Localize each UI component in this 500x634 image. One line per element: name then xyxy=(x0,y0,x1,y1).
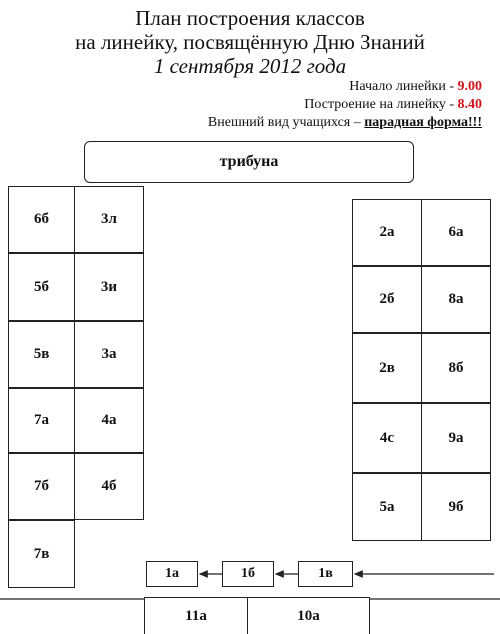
dress-code-value: парадная форма!!! xyxy=(364,115,482,130)
start-time-value: 9.00 xyxy=(457,79,482,94)
class-cell: 6а xyxy=(421,199,491,266)
class-cell: 4с xyxy=(352,403,422,473)
class-cell: 5б xyxy=(8,253,75,321)
tribune-box: трибуна xyxy=(84,141,414,183)
lineup-time-label: Построение на линейку - xyxy=(304,97,458,112)
class-cell: 7а xyxy=(8,388,75,453)
dress-code-label: Внешний вид учащихся – xyxy=(207,115,365,130)
title-line-2: на линейку, посвящённую Дню Знаний xyxy=(75,30,425,54)
class-cell: 7б xyxy=(8,453,75,520)
class-cell: 4а xyxy=(74,388,144,453)
class-cell: 11а xyxy=(144,597,248,634)
class-cell: 5в xyxy=(8,321,75,388)
class-cell: 8б xyxy=(421,333,491,403)
class-cell: 6б xyxy=(8,186,75,253)
class-cell: 1в xyxy=(298,561,353,587)
class-cell: 7в xyxy=(8,520,75,588)
class-cell: 10а xyxy=(247,597,370,634)
start-time-label: Начало линейки - xyxy=(349,79,458,94)
class-cell: 2б xyxy=(352,266,422,333)
title-line-1: План построения классов xyxy=(135,6,365,30)
class-cell: 3и xyxy=(74,253,144,321)
class-cell: 2в xyxy=(352,333,422,403)
class-cell: 8а xyxy=(421,266,491,333)
lineup-time-value: 8.40 xyxy=(457,97,482,112)
class-cell: 9б xyxy=(421,473,491,541)
class-cell: 3а xyxy=(74,321,144,388)
title-date: 1 сентября 2012 года xyxy=(153,54,347,78)
class-cell: 1б xyxy=(222,561,274,587)
class-cell: 1а xyxy=(146,561,198,587)
class-cell: 3л xyxy=(74,186,144,253)
class-cell: 2а xyxy=(352,199,422,266)
class-cell: 5а xyxy=(352,473,422,541)
class-cell: 9а xyxy=(421,403,491,473)
class-cell: 4б xyxy=(74,453,144,520)
